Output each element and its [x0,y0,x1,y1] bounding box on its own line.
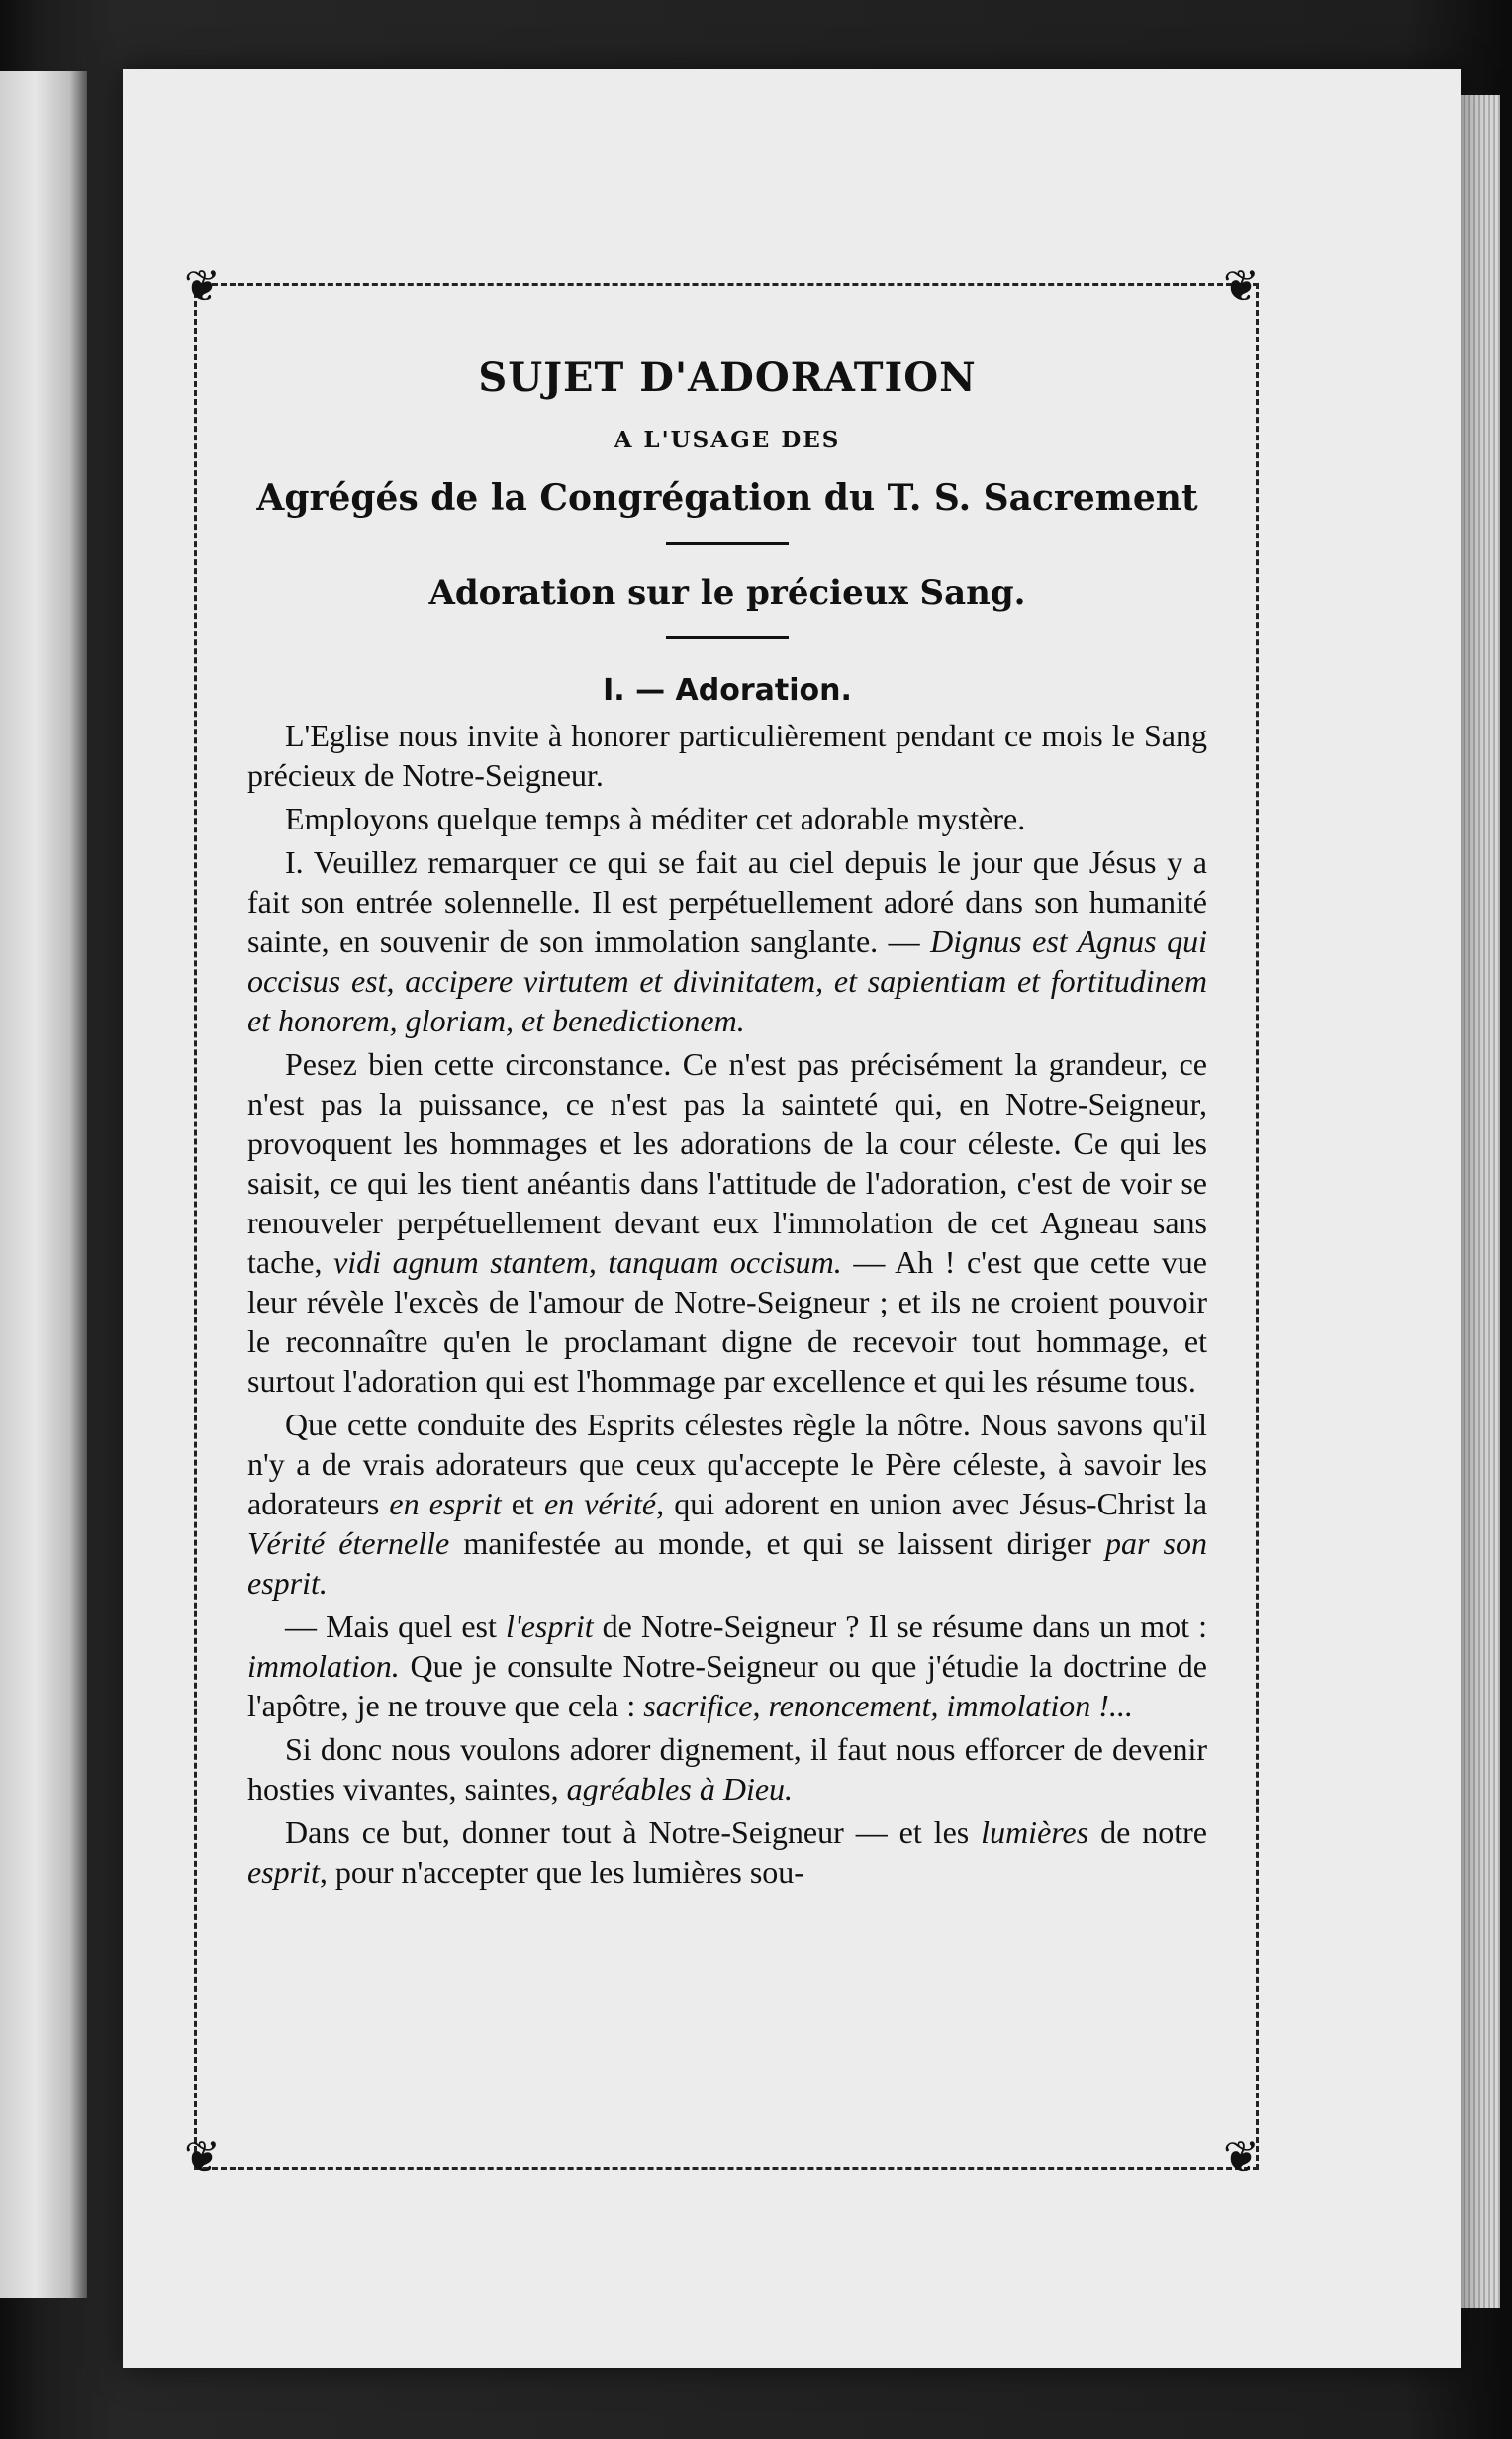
text-run: Dans ce but, donner tout à Notre-Seigneur — et les [285,1814,982,1850]
text-run: Si donc nous voulons adorer dignement, il faut nous efforcer de devenir hosties vivantes, saintes, [247,1731,1207,1806]
text-run: et [501,1486,544,1521]
corner-ornament-icon: ❦ [184,2132,221,2183]
italic-text: esprit [247,1854,320,1890]
text-run: — Mais quel est [285,1609,506,1644]
text-run: , qui adorent en union avec Jésus-Christ la [656,1486,1208,1521]
document-title: SUJET D'ADORATION [478,354,977,401]
italic-text: l'esprit [505,1609,594,1644]
text-run: L'Eglise nous invite à honorer particulièrement pendant ce mois le Sang précieux de Notre-Seigneur. [247,718,1207,793]
text-run: , pour n'accepter que les lumières sou- [319,1854,804,1890]
text-run: de notre [1088,1814,1208,1850]
document-heading: Adoration sur le précieux Sang. [428,573,1026,613]
italic-text: Vérité éternelle [247,1525,450,1561]
paragraph [247,1729,1207,1808]
text-run: Que cette conduite des Esprits célestes règle la nôtre. Nous savons qu'il n'y a de vrais adorateurs que ceux qu'accepte le Père céleste, à savoir les adorateurs [247,1407,1207,1521]
page-stack-edge [1461,95,1500,2308]
document-subtitle: Agrégés de la Congrégation du T. S. Sacrement [256,477,1198,519]
document-subtitle-small: A L'USAGE DES [614,427,841,453]
paragraph [247,716,1207,795]
italic-text: vidi agnum stantem, tanquam occisum. [333,1244,842,1280]
text-run: manifestée au monde, et qui se laissent diriger [449,1525,1105,1561]
divider [666,636,789,639]
facing-page-edge [0,71,87,2298]
paragraph [247,1812,1207,1892]
corner-ornament-icon: ❦ [1223,2132,1260,2183]
paragraph [247,799,1207,838]
italic-text: en vérité [543,1486,657,1521]
divider [666,542,789,545]
italic-text: lumières [981,1814,1089,1850]
body-text [247,716,1207,1892]
paragraph [247,1405,1207,1603]
italic-text: par son esprit. [247,1525,1208,1601]
italic-text: sacrifice, renoncement, immolation !... [643,1688,1133,1723]
corner-ornament-icon: ❦ [184,261,221,312]
text-run: Que je consulte Notre-Seigneur ou que j'étudie la doctrine de l'apôtre, je ne trouve que cela : [247,1648,1207,1723]
text-run: de Notre-Seigneur ? Il se résume dans un mot : [593,1609,1208,1644]
paragraph [247,842,1207,1040]
paragraph [247,1607,1207,1725]
text-run: Pesez bien cette circonstance. Ce n'est pas précisément la grandeur, ce n'est pas la puissance, ce n'est pas la sainteté qui, en Notre-Seigneur, provoquent les hommages et les adorations de la cour céleste. Ce qui les saisit, ce qui les tient anéantis dans l'attitude de l'adoration, c'est de voir se renouveler perpétuellement devant eux l'immolation de cet Agneau sans tache, [247,1046,1207,1280]
text-run: Employons quelque temps à méditer cet adorable mystère. [285,801,1026,836]
paragraph [247,1044,1207,1401]
italic-text: Dignus est Agnus qui occisus est, accipere virtutem et divinitatem, et sapientiam et fortitudinem et honorem, gloriam, et benedictionem. [247,924,1208,1038]
italic-text: agréables à Dieu. [566,1771,794,1806]
corner-ornament-icon: ❦ [1223,261,1260,312]
italic-text: en esprit [389,1486,502,1521]
text-run: I. Veuillez remarquer ce qui se fait au ciel depuis le jour que Jésus y a fait son entrée solennelle. Il est perpétuellement adoré dans son humanité sainte, en souvenir de son immolation sanglante. — [247,844,1207,959]
section-title: I. — Adoration. [603,673,852,708]
italic-text: immolation. [247,1648,400,1684]
page-content [247,337,1207,1896]
text-run: — Ah ! c'est que cette vue leur révèle l'excès de l'amour de Notre-Seigneur ; et ils ne croient pouvoir le reconnaître qu'en le proclamant digne de recevoir tout hommage, et surtout l'adoration qui est l'hommage par excellence et qui les résume tous. [247,1244,1208,1399]
